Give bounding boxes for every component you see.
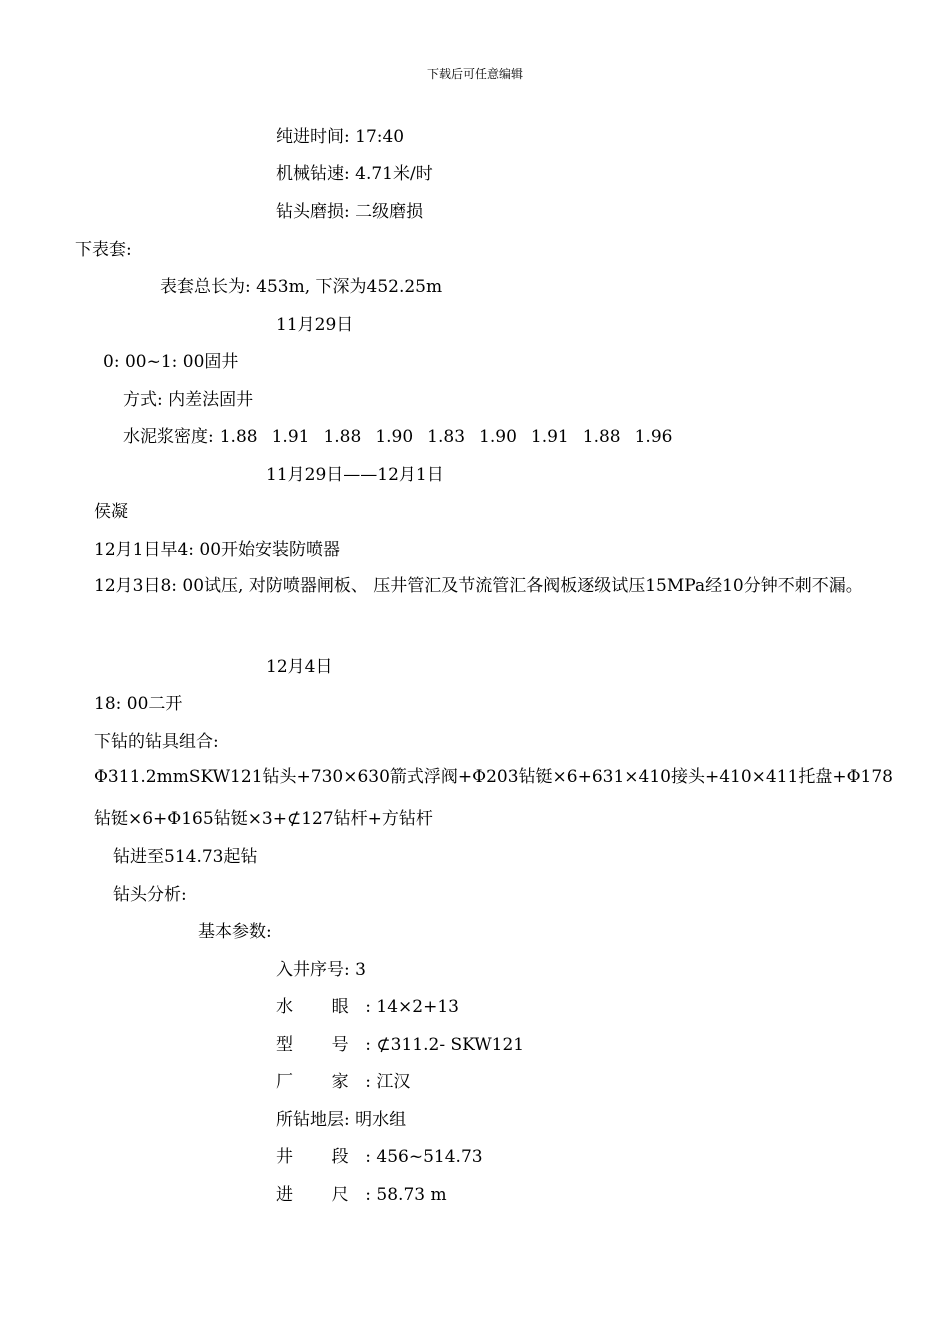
bit-analysis-heading: 钻头分析: <box>113 885 187 905</box>
run-number-label: 入井序号: <box>276 960 350 980</box>
footage-row <box>276 1184 447 1206</box>
bit-wear: 钻头磨损: 二级磨损 <box>276 202 424 222</box>
interval-row <box>276 1146 483 1168</box>
install-bop: 12月1日早4: 00开始安装防喷器 <box>94 540 341 560</box>
slurry-density-line <box>123 426 672 448</box>
density-value: 1.90 <box>479 427 517 447</box>
density-value: 1.96 <box>634 427 673 447</box>
maker-value: 江汉 <box>376 1072 411 1092</box>
run-number-value: 3 <box>355 960 366 980</box>
nozzle-value: 14×2+13 <box>376 997 459 1017</box>
bha-paragraph <box>56 756 898 840</box>
interval-label: 井 段: <box>276 1147 372 1167</box>
interval-value: 456~514.73 <box>376 1147 483 1167</box>
run-number-row <box>276 959 366 981</box>
density-value: 1.90 <box>375 427 414 447</box>
density-value: 1.88 <box>219 427 258 447</box>
net-drilling-time: 纯进时间: 17:40 <box>276 127 405 147</box>
drilled-to: 钻进至514.73起钻 <box>113 847 258 867</box>
cementing-time: 0: 00~1: 00固井 <box>103 352 239 372</box>
footage-label: 进 尺: <box>276 1185 372 1205</box>
nozzle-row <box>276 996 459 1018</box>
density-value: 1.91 <box>530 427 569 447</box>
maker-row <box>276 1071 410 1093</box>
second-spud: 18: 00二开 <box>94 694 183 714</box>
formation-row <box>276 1109 406 1131</box>
waiting-on-cement: 侯凝 <box>94 502 128 522</box>
pressure-test-paragraph <box>56 565 898 607</box>
formation-value: 明水组 <box>355 1110 407 1130</box>
density-value: 1.88 <box>323 427 362 447</box>
formation-label: 所钻地层: <box>276 1110 350 1130</box>
nozzle-label: 水 眼: <box>276 997 372 1017</box>
rate-of-penetration: 机械钻速: 4.71米/时 <box>276 164 433 184</box>
date-dec-4: 12月4日 <box>266 657 333 677</box>
density-value: 1.91 <box>271 427 310 447</box>
casing-heading: 下表套: <box>75 240 132 260</box>
bha-text: Φ311.2mmSKW121钻头+730×630箭式浮阀+Φ203钻铤×6+631×410接头+410×411托盘+Φ178钻铤×6+Φ165钻铤×3+⊄127钻杆+方钻杆 <box>94 767 893 829</box>
model-value: ⊄311.2- SKW121 <box>376 1035 525 1055</box>
basic-params-heading: 基本参数: <box>198 922 272 942</box>
cementing-method: 方式: 内差法固井 <box>123 390 254 410</box>
casing-length: 表套总长为: 453m, 下深为452.25m <box>160 277 443 297</box>
date-range: 11月29日——12月1日 <box>266 465 444 485</box>
density-value: 1.88 <box>582 427 621 447</box>
pressure-test-text: 12月3日8: 00试压, 对防喷器闸板、 压井管汇及节流管汇各阀板逐级试压15MPa经10分钟不刺不漏。 <box>94 576 863 596</box>
date-nov-29: 11月29日 <box>276 315 354 335</box>
model-row <box>276 1034 524 1056</box>
model-label: 型 号: <box>276 1035 372 1055</box>
bha-label: 下钻的钻具组合: <box>94 732 219 752</box>
maker-label: 厂 家: <box>276 1072 372 1092</box>
footage-value: 58.73 m <box>376 1185 447 1205</box>
density-value: 1.83 <box>427 427 466 447</box>
page-header-note: 下载后可任意编辑 <box>426 67 523 81</box>
slurry-density-label: 水泥浆密度: <box>123 427 214 447</box>
